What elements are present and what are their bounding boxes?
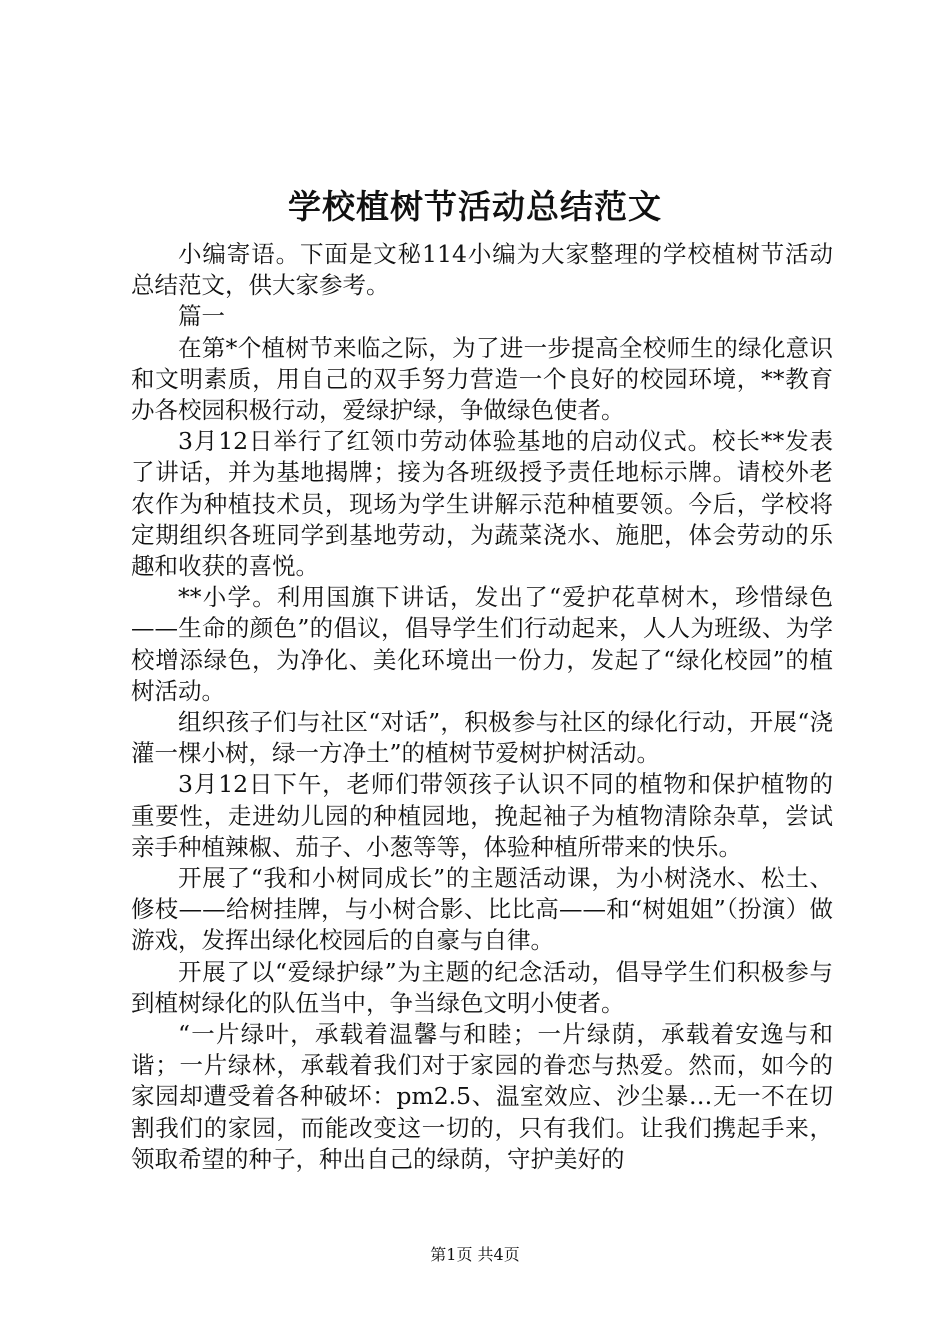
paragraph: 开展了“我和小树同成长”的主题活动课，为小树浇水、松土、修枝——给树挂牌，与小树合影、比比高——和“树姐姐”（扮演）做游戏，发挥出绿化校园后的自豪与自律。 [131, 864, 833, 955]
paragraph-intro: 小编寄语。下面是文秘114小编为大家整理的学校植树节活动总结范文，供大家参考。 [131, 240, 833, 300]
paragraph: “一片绿叶，承载着温馨与和睦；一片绿荫，承载着安逸与和谐；一片绿林，承载着我们对于家园的眷恋与热爱。然而，如今的家园却遭受着各种破坏：pm2.5、温室效应、沙尘暴…无一不在切割我们的家园，而能改变这一切的，只有我们。让我们携起手来，领取希望的种子，种出自己的绿荫，守护美好的 [131, 1020, 833, 1173]
document-title: 学校植树节活动总结范文 [288, 187, 662, 226]
paragraph: 开展了以“爱绿护绿”为主题的纪念活动，倡导学生们积极参与到植树绿化的队伍当中，争当绿色文明小使者。 [131, 957, 833, 1017]
paragraph: 组织孩子们与社区“对话”，积极参与社区的绿化行动，开展“浇灌一棵小树，绿一方净土”的植树节爱树护树活动。 [131, 708, 833, 768]
paragraph-section-heading: 篇一 [178, 302, 225, 331]
page-footer: 第1页 共4页 [430, 1245, 520, 1264]
paragraph: 3月12日下午，老师们带领孩子认识不同的植物和保护植物的重要性，走进幼儿园的种植园地，挽起袖子为植物清除杂草，尝试亲手种植辣椒、茄子、小葱等等，体验种植所带来的快乐。 [131, 770, 833, 861]
document-body [131, 239, 833, 1175]
paragraph: 在第*个植树节来临之际，为了进一步提高全校师生的绿化意识和文明素质，用自己的双手努力营造一个良好的校园环境，**教育办各校园积极行动，爱绿护绿，争做绿色使者。 [131, 333, 833, 425]
paragraph: 3月12日举行了红领巾劳动体验基地的启动仪式。校长**发表了讲话，并为基地揭牌；接为各班级授予责任地标示牌。请校外老农作为种植技术员，现场为学生讲解示范种植要领。今后，学校将定期组织各班同学到基地劳动，为蔬菜浇水、施肥，体会劳动的乐趣和收获的喜悦。 [131, 427, 833, 581]
paragraph: **小学。利用国旗下讲话，发出了“爱护花草树木，珍惜绿色——生命的颜色”的倡议，倡导学生们行动起来，人人为班级、为学校增添绿色，为净化、美化环境出一份力，发起了“绿化校园”的植树活动。 [131, 583, 833, 705]
